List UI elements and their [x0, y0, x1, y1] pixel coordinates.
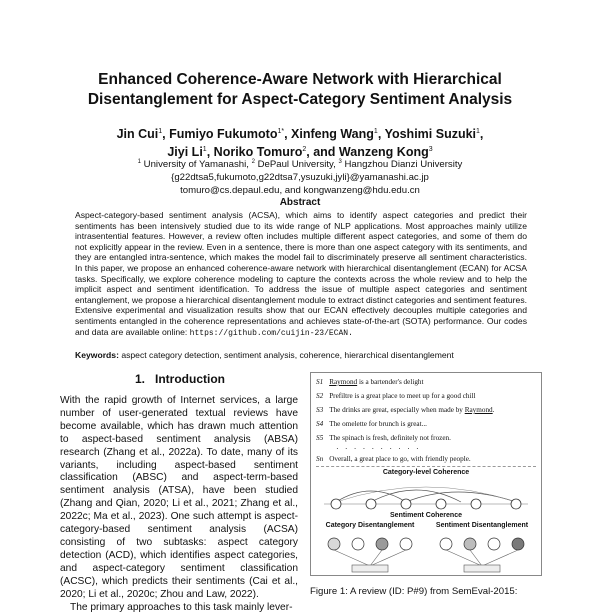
keywords-label: Keywords:	[75, 350, 119, 360]
author-name: Fumiyo Fukumoto	[169, 127, 277, 141]
review-text: Prefiltre is a great place to meet up for a good chill	[329, 392, 475, 400]
author-mark: 1	[158, 128, 162, 135]
author-name: Noriko Tomuro	[214, 145, 303, 159]
sentiment-node	[488, 538, 500, 550]
author-and: and	[313, 145, 335, 159]
author-sep: ,	[162, 127, 165, 141]
coherence-arc	[336, 487, 516, 502]
author-line-1	[40, 124, 560, 142]
abstract-heading: Abstract	[0, 197, 600, 208]
review-line	[316, 405, 494, 415]
keywords	[75, 350, 527, 361]
affil-mark: 2	[252, 159, 255, 165]
author-mark: 1	[374, 128, 378, 135]
author-mark: 1*	[277, 128, 284, 135]
sentiment-box	[464, 565, 500, 572]
review-line	[316, 454, 471, 464]
review-text: Overall, a great place to go, with friendly people.	[329, 455, 471, 463]
sentence-node	[366, 499, 376, 509]
category-node	[400, 538, 412, 550]
figure-caption: Figure 1: A review (ID: P#9) from SemEval-2015:	[310, 586, 550, 597]
review-line	[316, 433, 451, 443]
category-node	[328, 538, 340, 550]
sentence-label: S2	[316, 392, 323, 400]
abstract-text: Aspect-category-based sentiment analysis (ACSA), which aims to identify aspect categories and predict their sentiments has been intensively studied due to its wide range of NLP applications. Most approaches mainly utilize intrasentential features. However, a review often includes multiple different aspect categories, and some of them do not explicitly appear in the review. Even in a sentence, there is more than one aspect category with its sentiments, and they are entangled intra-sentence, which makes the model fail to discriminately preserve all sentiment characteristics. In this paper, we propose an enhanced coherence-aware network with hierarchical disentanglement (ECAN) for ACSA tasks. Specifically, we explore coherence modeling to capture the contexts across the whole review and to help the implicit aspect and sentiment identification. To address the issue of multiple aspect categories and sentiment entanglement, we propose a hierarchical disentanglement module to extract distinct categories and sentiment features. Extensive experimental and visualization results show that our ECAN effectively decouples multiple categories and sentiments entangled in the coherence representations and achieves state-of-the-art (SOTA) performance. Our codes and data are available online:	[75, 210, 527, 337]
disentanglement-graph	[316, 532, 536, 574]
sentence-node	[401, 499, 411, 509]
author-sep: ,	[207, 145, 210, 159]
author-name: Wanzeng Kong	[339, 145, 429, 159]
institution-line	[40, 156, 560, 171]
author-mark: 2	[302, 146, 306, 153]
code-link[interactable]: https://github.com/cuijin-23/ECAN.	[190, 329, 353, 338]
sentiment-disentanglement-label: Sentiment Disentanglement	[428, 522, 536, 529]
sentiment-node	[512, 538, 524, 550]
review-text: is a bartender's delight	[357, 378, 423, 386]
author-sep: ,	[306, 145, 309, 159]
author-mark: 3	[429, 146, 433, 153]
review-text: The drinks are great, especially when made by	[329, 406, 465, 414]
coherence-label: Category-level Coherence	[316, 469, 536, 476]
author-name: Xinfeng Wang	[291, 127, 374, 141]
coherence-arc	[371, 490, 461, 502]
affiliations	[40, 156, 560, 197]
institution-name: University of Yamanashi,	[144, 159, 249, 170]
email-line: tomuro@cs.depaul.edu, and kongwanzeng@hdu.edu.cn	[40, 184, 560, 197]
section-heading	[60, 372, 300, 386]
sentiment-coherence-label: Sentiment Coherence	[316, 512, 536, 519]
affil-mark: 1	[138, 159, 141, 165]
category-edge	[370, 550, 406, 566]
title-line-2: Disentanglement for Aspect-Category Sentiment Analysis	[40, 90, 560, 110]
title-line-1: Enhanced Coherence-Aware Network with Hierarchical	[40, 70, 560, 90]
author-mark: 1	[476, 128, 480, 135]
section-title: Introduction	[155, 372, 225, 386]
sentence-label: S1	[316, 378, 323, 386]
review-line	[316, 391, 475, 401]
review-text: The spinach is fresh, definitely not frozen.	[329, 434, 451, 442]
institution-name: DePaul University,	[258, 159, 336, 170]
sentence-node	[511, 499, 521, 509]
author-name: Jiyi Li	[167, 145, 202, 159]
category-disentanglement-label: Category Disentanglement	[316, 522, 424, 529]
figure-divider	[316, 466, 536, 467]
keywords-text: aspect category detection, sentiment analysis, coherence, hierarchical disentanglement	[121, 350, 453, 360]
author-sep: ,	[480, 127, 483, 141]
affil-mark: 3	[338, 159, 341, 165]
author-sep: ,	[284, 127, 287, 141]
review-line	[316, 377, 424, 387]
category-edge	[334, 550, 370, 566]
sentence-label: Sn	[316, 455, 323, 463]
sentence-node	[436, 499, 446, 509]
sentence-node	[471, 499, 481, 509]
category-node	[352, 538, 364, 550]
category-node	[376, 538, 388, 550]
paper-title	[40, 70, 560, 110]
review-line	[316, 419, 427, 429]
intro-paragraph: The primary approaches to this task mainly lever-	[60, 602, 298, 614]
sentence-node	[331, 499, 341, 509]
sentence-label: S5	[316, 434, 323, 442]
section-number: 1.	[135, 372, 145, 386]
coherence-graph	[316, 478, 536, 512]
author-sep: ,	[378, 127, 381, 141]
sentence-label: S4	[316, 420, 323, 428]
sentiment-edge	[482, 550, 518, 566]
author-mark: 1	[203, 146, 207, 153]
sentiment-edge	[446, 550, 482, 566]
category-box	[352, 565, 388, 572]
author-name: Jin Cui	[117, 127, 159, 141]
abstract-body	[75, 210, 527, 339]
review-text: .	[493, 406, 495, 414]
author-name: Yoshimi Suzuki	[385, 127, 476, 141]
intro-paragraph: With the rapid growth of Internet services, a large number of user-generated textual reviews have become available, which has drawn much attention to aspect-based sentiment analysis (ABSA) research (Zhang et al., 2022a). To date, many of its variants, including aspect-based sentiment classification (ABSC) and aspect-term-based sentiment analysis (ATSA), have been studied (Zhang and Qian, 2020; Li et al., 2021; Zhang et al., 2022c; Ma et al., 2023). One such attempt is aspect-category-based sentiment analysis (ACSA) consisting of two subtasks: aspect category detection (ACD), which identifies aspect categories, and aspect-category sentiment classification (ACSC), which predicts their sentiments (Cai et al., 2020; Li et al., 2020c; Zhou and Law, 2022).	[60, 395, 298, 602]
sentiment-node	[464, 538, 476, 550]
institution-name: Hangzhou Dianzi University	[344, 159, 462, 170]
review-ellipsis: · · · · · · · · · ·	[336, 444, 421, 453]
sentence-label: S3	[316, 406, 323, 414]
underlined-term: Raymond	[329, 378, 357, 386]
review-text: The omelette for brunch is great...	[329, 420, 427, 428]
sentiment-node	[440, 538, 452, 550]
author-list	[40, 124, 560, 160]
underlined-term: Raymond	[465, 406, 493, 414]
intro-text	[60, 395, 298, 614]
email-line: {g22dtsa5,fukumoto,g22dtsa7,ysuzuki,jyli}@yamanashi.ac.jp	[40, 171, 560, 184]
